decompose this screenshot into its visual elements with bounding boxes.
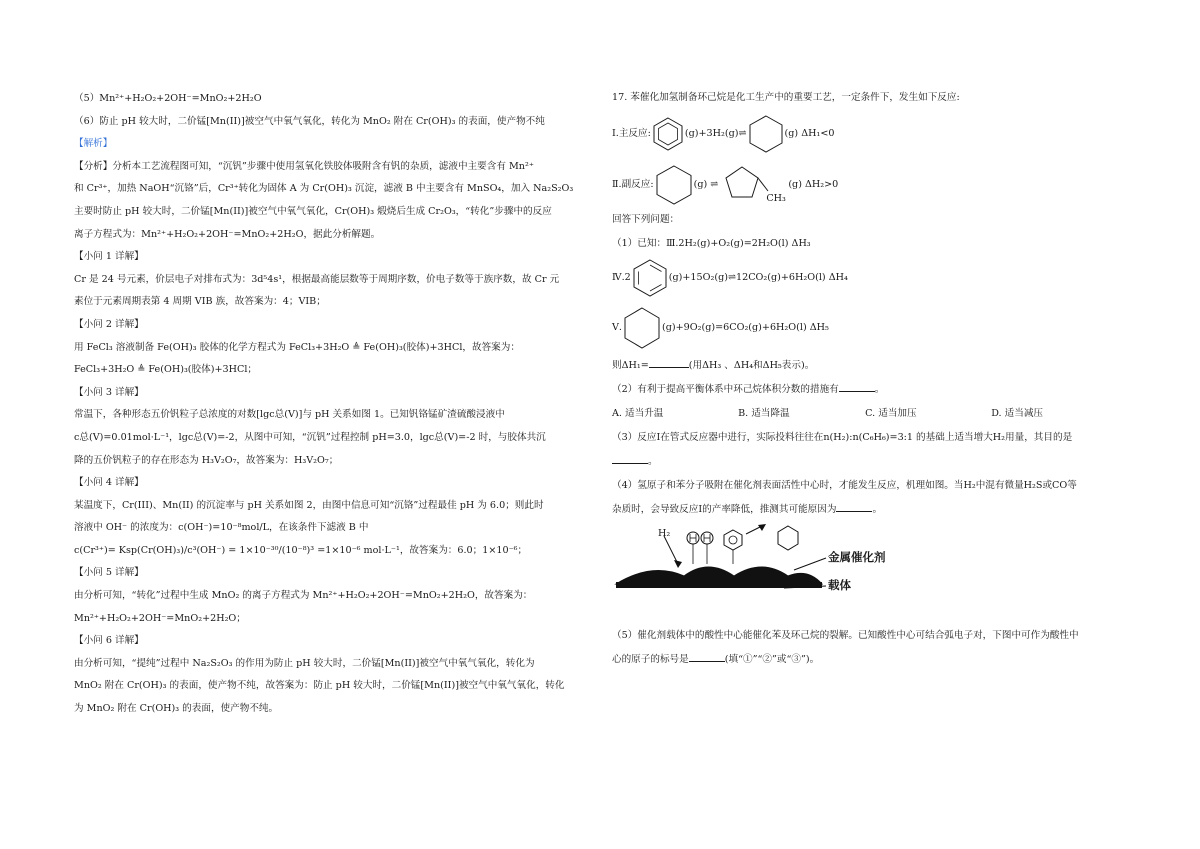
question-3-end: 。 <box>648 456 658 467</box>
carrier-label: 载体 <box>828 578 851 592</box>
question-3-answer-line <box>612 452 658 471</box>
reaction-1-equation: (g)+3H₂(g)⇌ <box>684 128 747 140</box>
option-d[interactable]: D. 适当减压 <box>991 408 1044 419</box>
analysis-text: 主要时防止 pH 较大时，二价锰[Mn(II)]被空气中氧气氧化，Cr(OH)₃ 煅烧后生成 Cr₂O₃，“转化”步骤中的反应 <box>74 205 552 217</box>
subquestion-5-text: Mn²⁺+H₂O₂+2OH⁻=MnO₂+2H₂O； <box>74 612 246 624</box>
question-1-prompt: 则ΔH₁= <box>612 360 649 371</box>
question-5-line-1: （5）催化剂载体中的酸性中心能催化苯及环己烷的裂解。已知酸性中心可结合弧电子对，下图中可作为酸性中 <box>612 630 1079 641</box>
answer-blank[interactable] <box>649 358 689 368</box>
question-2-end: 。 <box>874 384 885 395</box>
hydrogen-label: H₂ <box>658 528 671 539</box>
cyclohexane-ring-icon <box>654 164 694 206</box>
answer-blank[interactable] <box>612 454 648 464</box>
question-4-prompt: 杂质时，会导致反应Ⅰ的产率降低，推测其可能原因为 <box>612 504 837 515</box>
reaction-2-label: Ⅱ.副反应: <box>612 179 654 191</box>
cyclohexane-ring-icon <box>747 114 785 154</box>
answer-blank[interactable] <box>836 502 872 512</box>
analysis-heading: 【解析】 <box>74 138 113 150</box>
subquestion-4-text: 溶液中 OH⁻ 的浓度为：c(OH⁻)=10⁻⁸mol/L，在该条件下滤液 B 中 <box>74 522 369 534</box>
question-17-title: 17. 苯催化加氢制备环己烷是化工生产中的重要工艺，一定条件下，发生如下反应: <box>612 92 960 103</box>
subquestion-6-text: 为 MnO₂ 附在 Cr(OH)₃ 的表面，使产物不纯。 <box>74 703 279 715</box>
benzene-ring-icon <box>651 116 685 152</box>
methyl-group-label: CH₃ <box>766 193 786 204</box>
catalyst-mechanism-figure <box>612 524 892 602</box>
question-5-prompt: 心的原子的标号是 <box>612 654 689 665</box>
analysis-text: 离子方程式为：Mn²⁺+H₂O₂+2OH⁻=MnO₂+2H₂O，据此分析解题。 <box>74 228 381 240</box>
reaction-4-label: Ⅳ.2 <box>612 272 631 284</box>
reaction-5-label: Ⅴ. <box>612 322 622 334</box>
option-c[interactable]: C. 适当加压 <box>865 408 917 419</box>
left-column <box>74 88 590 721</box>
subquestion-5-heading: 【小问 5 详解】 <box>74 567 144 579</box>
reaction-1-label: Ⅰ.主反应: <box>612 128 651 140</box>
methylcyclopentane-structure <box>718 161 788 209</box>
analysis-text: 【分析】分析本工艺流程图可知，“沉钒”步骤中使用氢氧化铁胶体吸附含有钒的杂质，滤液中主要含有 Mn²⁺ <box>74 160 534 172</box>
subquestion-6-text: 由分析可知，“提纯”过程中 Na₂S₂O₃ 的作用为防止 pH 较大时，二价锰[Mn(II)]被空气中氧气氧化，转化为 <box>74 657 535 669</box>
subquestion-5-text: 由分析可知，“转化”过程中生成 MnO₂ 的离子方程式为 Mn²⁺+H₂O₂+2OH⁻=MnO₂+2H₂O，故答案为： <box>74 590 533 602</box>
answer-line-6: （6）防止 pH 较大时，二价锰[Mn(II)]被空气中氧气氧化，转化为 MnO₂ 附在 Cr(OH)₃ 的表面，使产物不纯 <box>74 115 545 127</box>
question-4-line-1: （4）氢原子和苯分子吸附在催化剂表面活性中心时，才能发生反应，机理如图。当H₂中混有微量H₂S或CO等 <box>612 480 1077 491</box>
reaction-5 <box>612 306 829 350</box>
subquestion-4-heading: 【小问 4 详解】 <box>74 477 144 489</box>
question-2 <box>612 380 884 399</box>
question-5-hint: (填“①”“②”或“③”)。 <box>724 654 820 665</box>
answer-blank[interactable] <box>689 652 725 662</box>
question-4-line-2 <box>612 500 882 519</box>
question-1-ask <box>612 356 814 375</box>
option-b[interactable]: B. 适当降温 <box>738 408 790 419</box>
reaction-2-equation: (g) ⇌ <box>693 179 719 191</box>
subquestion-2-text: 用 FeCl₃ 溶液制备 Fe(OH)₃ 胶体的化学方程式为 FeCl₃+3H₂O ≜ Fe(OH)₃(胶体)+3HCl，故答案为： <box>74 341 520 353</box>
reaction-5-equation: (g)+9O₂(g)=6CO₂(g)+6H₂O(l) ΔH₅ <box>661 322 829 334</box>
subquestion-1-heading: 【小问 1 详解】 <box>74 251 144 263</box>
subquestion-2-text: FeCl₃+3H₂O ≜ Fe(OH)₃(胶体)+3HCl； <box>74 364 257 376</box>
right-column <box>612 88 1127 688</box>
answer-blank[interactable] <box>839 382 875 392</box>
answer-intro: 回答下列问题： <box>612 214 680 225</box>
subquestion-2-heading: 【小问 2 详解】 <box>74 318 144 330</box>
reaction-2 <box>612 160 838 210</box>
question-1-hint: (用ΔH₃ 、ΔH₄和ΔH₅表示)。 <box>688 360 815 371</box>
question-2-prompt: （2）有利于提高平衡体系中环己烷体积分数的措施有 <box>612 384 839 395</box>
reaction-1 <box>612 114 834 154</box>
subquestion-1-text: Cr 是 24 号元素，价层电子对排布式为：3d⁵4s¹，根据最高能层数等于周期序数，价电子数等于族序数，故 Cr 元 <box>74 273 560 285</box>
reaction-4-equation: (g)+15O₂(g)⇌12CO₂(g)+6H₂O(l) ΔH₄ <box>668 272 848 284</box>
question-3: （3）反应Ⅰ在管式反应器中进行，实际投料往往在n(H₂):n(C₆H₆)=3:1 的基础上适当增大H₂用量，其目的是 <box>612 432 1073 443</box>
subquestion-3-text: 常温下，各种形态五价钒粒子总浓度的对数[lgc总(V)]与 pH 关系如图 1。已知钒铬锰矿渣硫酸浸液中 <box>74 409 505 421</box>
question-4-end: 。 <box>872 504 883 515</box>
subquestion-4-formula: c(Cr³⁺)= Ksp(Cr(OH)₃)/c³(OH⁻) = 1×10⁻³⁰/(10⁻⁸)³ =1×10⁻⁶ mol·L⁻¹，故答案为：6.0；1×10⁻⁶； <box>74 544 528 556</box>
subquestion-3-text: c总(V)=0.01mol·L⁻¹，lgc总(V)=-2，从图中可知，“沉钒”过程控制 pH=3.0，lgc总(V)=-2 时，与胶体共沉 <box>74 431 546 443</box>
reaction-2-enthalpy: (g) ΔH₂>0 <box>788 179 839 191</box>
question-2-options <box>612 404 1127 423</box>
question-1-known: （1）已知：Ⅲ.2H₂(g)+O₂(g)=2H₂O(l) ΔH₃ <box>612 238 811 249</box>
question-5-line-2 <box>612 650 819 669</box>
option-a[interactable]: A. 适当升温 <box>612 408 664 419</box>
analysis-text: 和 Cr³⁺，加热 NaOH“沉铬”后，Cr³⁺转化为固体 A 为 Cr(OH)₃ 沉淀，滤液 B 中主要含有 MnSO₄，加入 Na₂S₂O₃ <box>74 183 574 195</box>
benzene-ring-icon <box>631 258 669 298</box>
cyclohexane-ring-icon <box>622 306 662 350</box>
subquestion-4-text: 某温度下，Cr(III)、Mn(II) 的沉淀率与 pH 关系如图 2，由图中信息可知“沉铬”过程最佳 pH 为 6.0；则此时 <box>74 499 544 511</box>
reaction-4 <box>612 258 848 298</box>
subquestion-6-heading: 【小问 6 详解】 <box>74 635 144 647</box>
answer-line-5: （5）Mn²⁺+H₂O₂+2OH⁻=MnO₂+2H₂O <box>74 93 262 104</box>
metal-catalyst-label: 金属催化剂 <box>828 550 886 564</box>
subquestion-3-heading: 【小问 3 详解】 <box>74 386 144 398</box>
subquestion-3-text: 降的五价钒粒子的存在形态为 H₃V₂O₇，故答案为：H₃V₂O₇； <box>74 454 339 466</box>
subquestion-6-text: MnO₂ 附在 Cr(OH)₃ 的表面，使产物不纯，故答案为：防止 pH 较大时，二价锰[Mn(II)]被空气中氧气氧化，转化 <box>74 680 565 692</box>
reaction-1-enthalpy: (g) ΔH₁<0 <box>784 128 835 140</box>
subquestion-1-text: 素位于元素周期表第 4 周期 VIB 族，故答案为：4；VIB； <box>74 296 326 308</box>
